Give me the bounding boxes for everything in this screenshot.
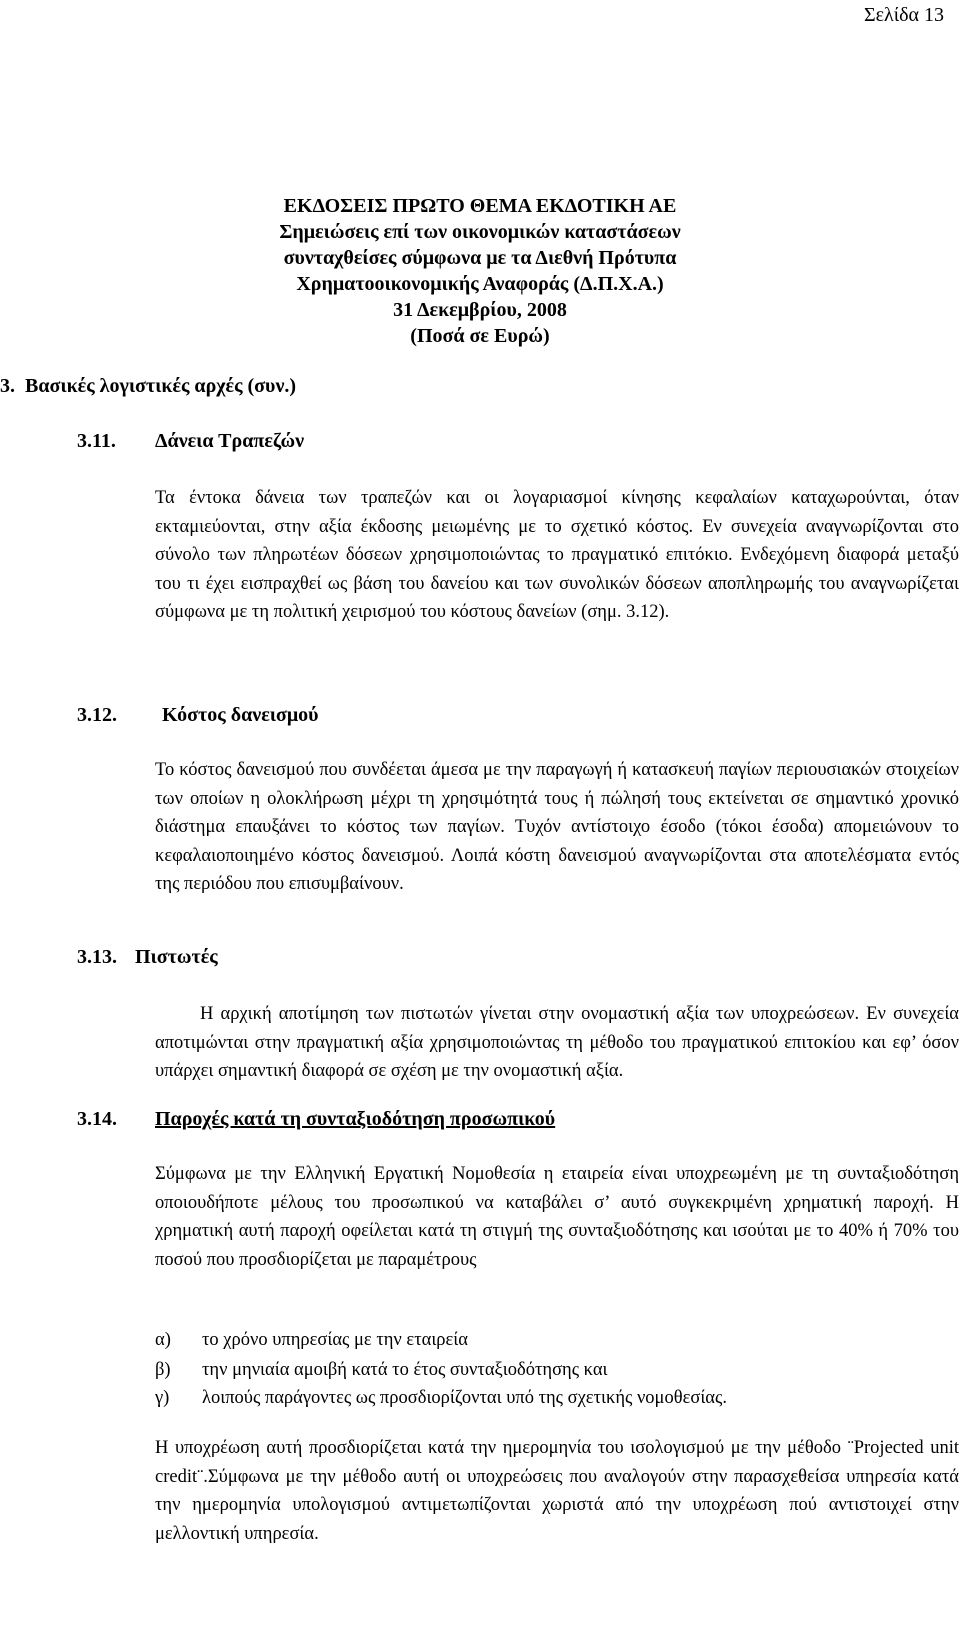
header-line: (Ποσά σε Ευρώ) xyxy=(410,325,550,347)
section-title: Κόστος δανεισμού xyxy=(162,704,319,726)
paragraph: Τα έντοκα δάνεια των τραπεζών και οι λογαριασμοί κίνησης κεφαλαίων καταχωρούνται, όταν εκταμιεύονται, στην αξία έκδοσης μειωμένης με το σχετικό κόστος. Εν συνεχεία αναγνωρίζονται στο σύνολο των πληρωτέων δόσεων χρησιμοποιώντας το πραγματικό επιτόκιο. Ενδεχόμενη διαφορά μεταξύ του τι έχει εισπραχθεί ως βάση του δανείου και των συνολικών δόσεων αποπληρωμής του αναγνωρίζεται σύμφωνα με τη πολιτική χειρισμού του κόστους δανείων (σημ. 3.12). xyxy=(155,488,959,622)
list-text: την μηνιαία αμοιβή κατά το έτος συνταξιοδότησης και xyxy=(202,1360,608,1380)
paragraph: Η υποχρέωση αυτή προσδιορίζεται κατά την ημερομηνία του ισολογισμού με την μέθοδο ¨Projected unit credit¨.Σύμφωνα με την μέθοδο αυτή οι υποχρεώσεις που αναλογούν στην παρασχεθείσα υπηρεσία κατά την ημερομηνία υπολογισμού αντιμετωπίζονται χωριστά από την υποχρέωση πού αντιστοιχεί στην μελλοντική υπηρεσία. xyxy=(155,1438,959,1544)
list-marker: γ) xyxy=(155,1388,170,1408)
section-number: 3.13. xyxy=(77,946,117,968)
list-text: λοιπούς παράγοντες ως προσδιορίζονται υπό της σχετικής νομοθεσίας. xyxy=(202,1388,727,1408)
list-marker: α) xyxy=(155,1330,171,1350)
header-line: 31 Δεκεμβρίου, 2008 xyxy=(393,299,567,321)
list-marker: β) xyxy=(155,1360,171,1380)
list-item xyxy=(155,1384,727,1412)
paragraph: Η αρχική αποτίμηση των πιστωτών γίνεται στην ονομαστική αξία των υποχρεώσεων. Εν συνεχεία αποτιμώνται στην πραγματική αξία χρησιμοποιώντας τη μέθοδο του πραγματικού επιτοκίου και εφ’ όσον υπάρχει σημαντική διαφορά σε σχέση με την ονομαστική αξία. xyxy=(155,1004,959,1081)
section-title: Παροχές κατά τη συνταξιοδότηση προσωπικού xyxy=(155,1108,556,1130)
list-text: το χρόνο υπηρεσίας με την εταιρεία xyxy=(202,1330,468,1350)
page-number: Σελίδα 13 xyxy=(864,4,945,26)
section-title: Πιστωτές xyxy=(135,946,218,968)
section-number: 3.12. xyxy=(77,704,117,726)
section-number: 3.11. xyxy=(77,430,116,452)
header-line: ΕΚΔΟΣΕΙΣ ΠΡΩΤΟ ΘΕΜΑ ΕΚΔΟΤΙΚΗ ΑΕ xyxy=(283,195,677,217)
main-heading: 3. Βασικές λογιστικές αρχές (συν.) xyxy=(0,375,297,397)
section-title: Δάνεια Τραπεζών xyxy=(155,430,305,452)
header-line: Χρηματοοικονομικής Αναφοράς (Δ.Π.Χ.Α.) xyxy=(296,273,664,295)
document-header xyxy=(0,193,960,349)
section-number: 3.14. xyxy=(77,1108,117,1130)
list-item xyxy=(155,1356,608,1384)
paragraph: Το κόστος δανεισμού που συνδέεται άμεσα με την παραγωγή ή κατασκευή παγίων περιουσιακών στοιχείων των οποίων η ολοκλήρωση μέχρι τη χρησιμότητά τους ή πώλησή τους εκτείνεται σε σημαντικό χρονικό διάστημα επαυξάνει το κόστος των παγίων. Τυχόν αντίστοιχο έσοδο (τόκοι έσοδα) απομειώνουν το κεφαλαιοποιημένο κόστος δανεισμού. Λοιπά κόστη δανεισμού αναγνωρίζονται στα αποτελέσματα εντός της περιόδου που επισυμβαίνουν. xyxy=(155,760,959,894)
list-item xyxy=(155,1326,468,1354)
header-line: συνταχθείσες σύμφωνα με τα Διεθνή Πρότυπα xyxy=(283,247,677,269)
paragraph: Σύμφωνα με την Ελληνική Εργατική Νομοθεσία η εταιρεία είναι υποχρεωμένη με τη συνταξιοδότηση οποιουδήποτε μέλους του προσωπικού να καταβάλει σ’ αυτό συγκεκριμένη χρηματική παροχή. Η χρηματική αυτή παροχή οφείλεται κατά τη στιγμή της συνταξιοδότησης και ισούται με το 40% ή 70% του ποσού που προσδιορίζεται με παραμέτρους xyxy=(155,1164,959,1270)
header-line: Σημειώσεις επί των οικονομικών καταστάσεων xyxy=(279,221,681,243)
